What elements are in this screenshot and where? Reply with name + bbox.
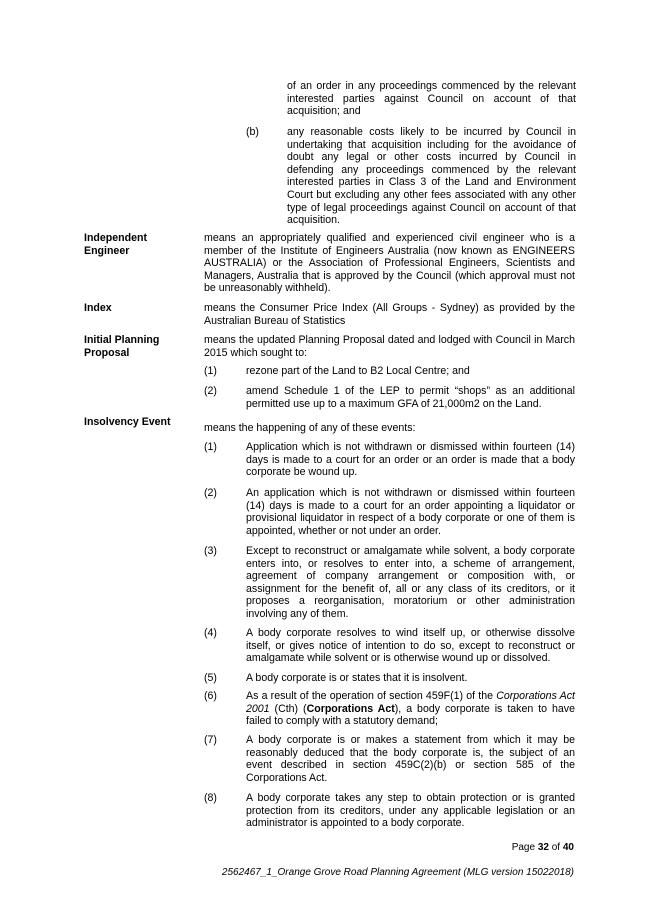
definition-index: means the Consumer Price Index (All Groups - Sydney) as provided by the Australian Bureau of Statistics xyxy=(204,302,575,327)
definition-initial-planning-proposal: means the updated Planning Proposal dated and lodged with Council in March 2015 which sought to: xyxy=(204,334,575,359)
total-pages: 40 xyxy=(562,842,574,853)
definition-independent-engineer: means an appropriately qualified and experienced civil engineer who is a member of the Institute of Engineers Australia (now known as ENGINEERS AUSTRALIA) or the Association of Professional Engineers, Scientists and Managers, Australia that is approved by the Council (which approval must not be unreasonably withheld). xyxy=(204,232,575,295)
document-page: of an order in any proceedings commenced by the relevant interested parties against Council on account of that acquisition; and (b) any reasonable costs likely to be incurred by Council in undertaking that acquisition including for the avoidance of doubt any legal or other costs incurred by Council in defending any proceedings commenced by the relevant interested parties in Class 3 of the Land and Environment Court but excluding any other fees associated with any other type of legal proceedings against Council on account of that acquisition. Independent Engineer means an appropriately qualified and experienced civil engineer who is a member of the Institute of Engineers Australia (now known as ENGINEERS AUSTRALIA) or the Association of Professional Engineers, Scientists and Managers, Australia that is approved by the Council (which approval must not be unreasonably withheld). Index means the Consumer Price Index (All Groups - Sydney) as provided by the Australian Bureau of Statistics Initial Planning Proposal means the updated Planning Proposal dated and lodged with Council in March 2015 which sought to: (1) rezone part of the Land to B2 Local Centre; and (2) amend Schedule 1 of the LEP to permit “shops” as an additional permitted use up to a maximum GFA of 21,000m2 on the Land. Insolvency Event means the happening of any of these events: (1) Application which is not withdrawn or dismissed within fourteen (14) days is made to a court for an order or an order is made that a body corporate be wound up. (2) An application which is not withdrawn or dismissed within fourteen (14) days is made to a court for an order appointing a liquidator or provisional liquidator in respect of a body corporate or one of them is appointed, whether or not under an order. (3) Except to reconstruct or amalgamate while solvent, a body corporate enters into, or resolves to enter into, a scheme of arrangement, agreement of company arrangement or composition with, or assignment for the benefit of, all or any class of its creditors, or it proposes a reorganisation, moratorium or other administration involving any of them. (4) A body corporate resolves to wind itself up, or otherwise dissolve itself, or gives notice of intention to do so, except to reconstruct or amalgamate while solvent or is otherwise wound up or dissolved. (5) A body corporate is or states that it is insolvent. (6) As a result of the operation of section 459F(1) of the Corporations Act 2001 (Cth) (Corporations Act), a body corporate is taken to have failed to comply with a statutory demand; (7) A body corporate is or makes a statement from which it may be reasonably deduced that the body corporate is, the subject of an event described in section 459C(2)(b) or section 585 of the Corporations Act. (8) A body corporate takes any step to obtain protection or is granted protection from its creditors, under any applicable legislation or an administrator is appointed to a body corporate. Page 32 of 40 2562467_1_Orange Grove Road Planning Agreement (MLG version 15022018) xyxy=(84,80,576,878)
term-index: Index xyxy=(84,302,112,314)
continuation-paragraph: of an order in any proceedings commenced by the relevant interested parties against Council on account of that acquisition; and xyxy=(287,80,576,118)
term-insolvency-event: Insolvency Event xyxy=(84,416,171,428)
term-initial-planning-proposal: Initial Planning Proposal xyxy=(84,334,160,359)
document-footer: 2562467_1_Orange Grove Road Planning Agreement (MLG version 15022018) xyxy=(221,867,574,878)
term-independent-engineer: Independent Engineer xyxy=(84,232,147,257)
current-page: 32 xyxy=(537,842,549,853)
definition-insolvency-event: means the happening of any of these events: xyxy=(204,422,416,434)
item-label-b: (b) xyxy=(246,126,259,138)
item-text-b: any reasonable costs likely to be incurred by Council in undertaking that acquisition including for the avoidance of doubt any legal or other costs incurred by Council in defending any proceedings commenced by the relevant interested parties in Class 3 of the Land and Environment Court but excluding any other fees associated with any other type of legal proceedings against Council on account of that acquisition. xyxy=(287,126,576,227)
page-number: Page 32 of 40 xyxy=(511,842,574,853)
